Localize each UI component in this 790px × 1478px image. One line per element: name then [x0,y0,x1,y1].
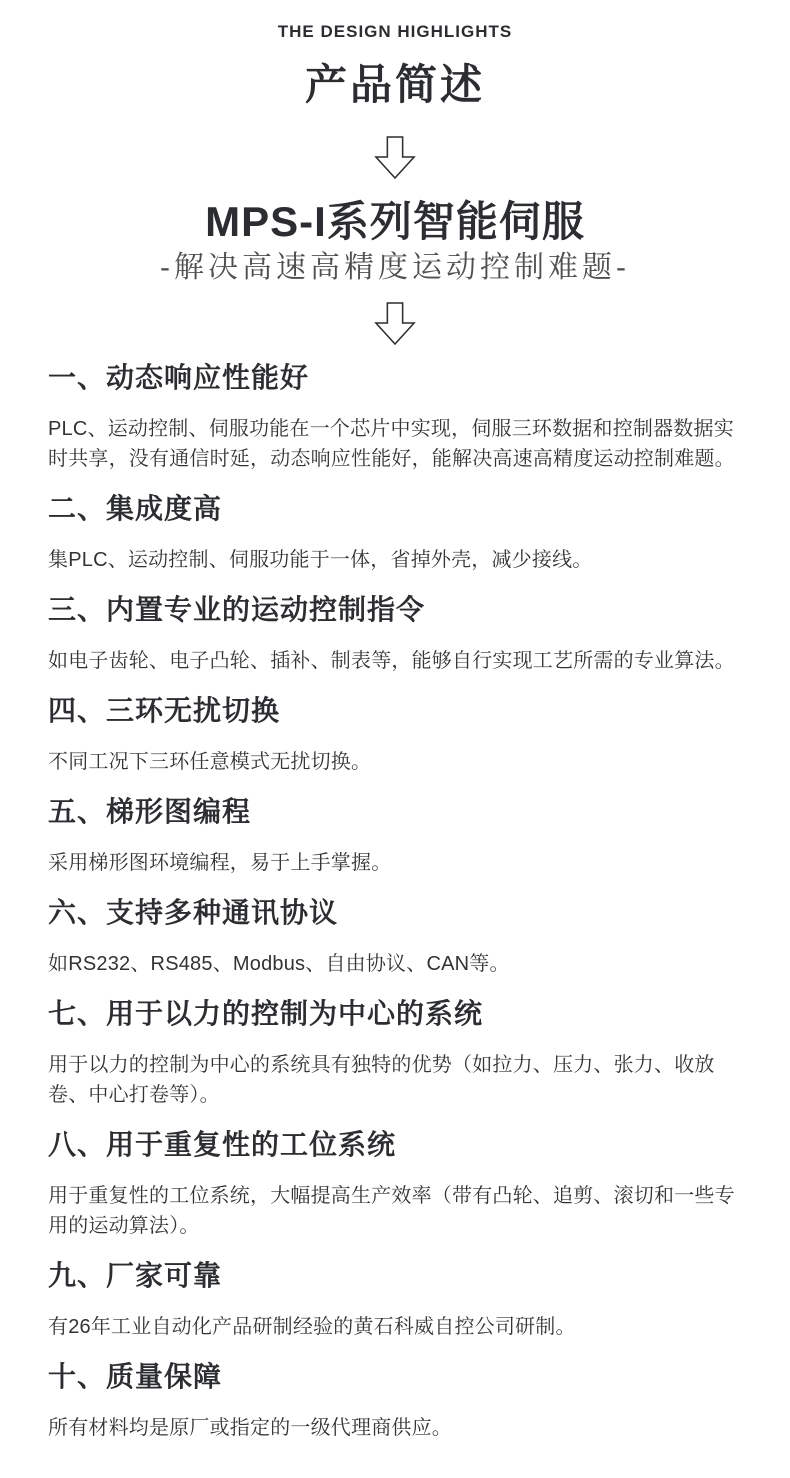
feature-heading: 一、动态响应性能好 [48,362,310,393]
feature-section [48,895,742,979]
feature-body: 用于重复性的工位系统，大幅提高生产效率（带有凸轮、追剪、滚切和一些专用的运动算法）。 [48,1185,735,1237]
feature-heading: 二、集成度高 [48,493,223,524]
feature-heading: 五、梯形图编程 [48,796,252,827]
feature-section [48,1258,742,1342]
feature-body: 如电子齿轮、电子凸轮、插补、制表等，能够自行实现工艺所需的专业算法。 [48,650,735,672]
feature-body: 不同工况下三环任意模式无扰切换。 [48,751,372,773]
feature-section [48,693,742,777]
feature-section [48,1127,742,1241]
feature-body: 如RS232、RS485、Modbus、自由协议、CAN等。 [48,953,510,975]
feature-heading: 八、用于重复性的工位系统 [48,1129,397,1160]
feature-heading: 四、三环无扰切换 [48,695,281,726]
eyebrow-title: THE DESIGN HIGHLIGHTS [277,22,513,41]
feature-section [48,1359,742,1443]
feature-section [48,794,742,878]
feature-body: 集PLC、运动控制、伺服功能于一体，省掉外壳，减少接线。 [48,549,593,571]
feature-section [48,592,742,676]
feature-body: 所有材料均是原厂或指定的一级代理商供应。 [48,1417,452,1439]
feature-body: 采用梯形图环境编程，易于上手掌握。 [48,852,392,874]
feature-heading: 三、内置专业的运动控制指令 [48,594,426,625]
feature-list [48,360,742,1443]
down-arrow-icon [48,302,742,346]
page-header [48,22,742,346]
feature-body: 有26年工业自动化产品研制经验的黄石科威自控公司研制。 [48,1316,576,1338]
feature-heading: 六、支持多种通讯协议 [48,897,339,928]
down-arrow-icon [48,136,742,180]
feature-section [48,491,742,575]
product-subtitle: -解决高速高精度运动控制难题- [160,251,630,284]
feature-section [48,996,742,1110]
feature-body: PLC、运动控制、伺服功能在一个芯片中实现，伺服三环数据和控制器数据实时共享，没有通信时延，动态响应性能好，能解决高速高精度运动控制难题。 [48,418,735,470]
feature-body: 用于以力的控制为中心的系统具有独特的优势（如拉力、压力、张力、收放卷、中心打卷等）。 [48,1054,715,1106]
feature-heading: 十、质量保障 [48,1361,223,1392]
feature-section [48,360,742,474]
product-title: MPS-I系列智能伺服 [205,198,585,245]
feature-heading: 七、用于以力的控制为中心的系统 [48,998,484,1029]
feature-heading: 九、厂家可靠 [48,1260,223,1291]
page-title: 产品简述 [304,61,485,108]
